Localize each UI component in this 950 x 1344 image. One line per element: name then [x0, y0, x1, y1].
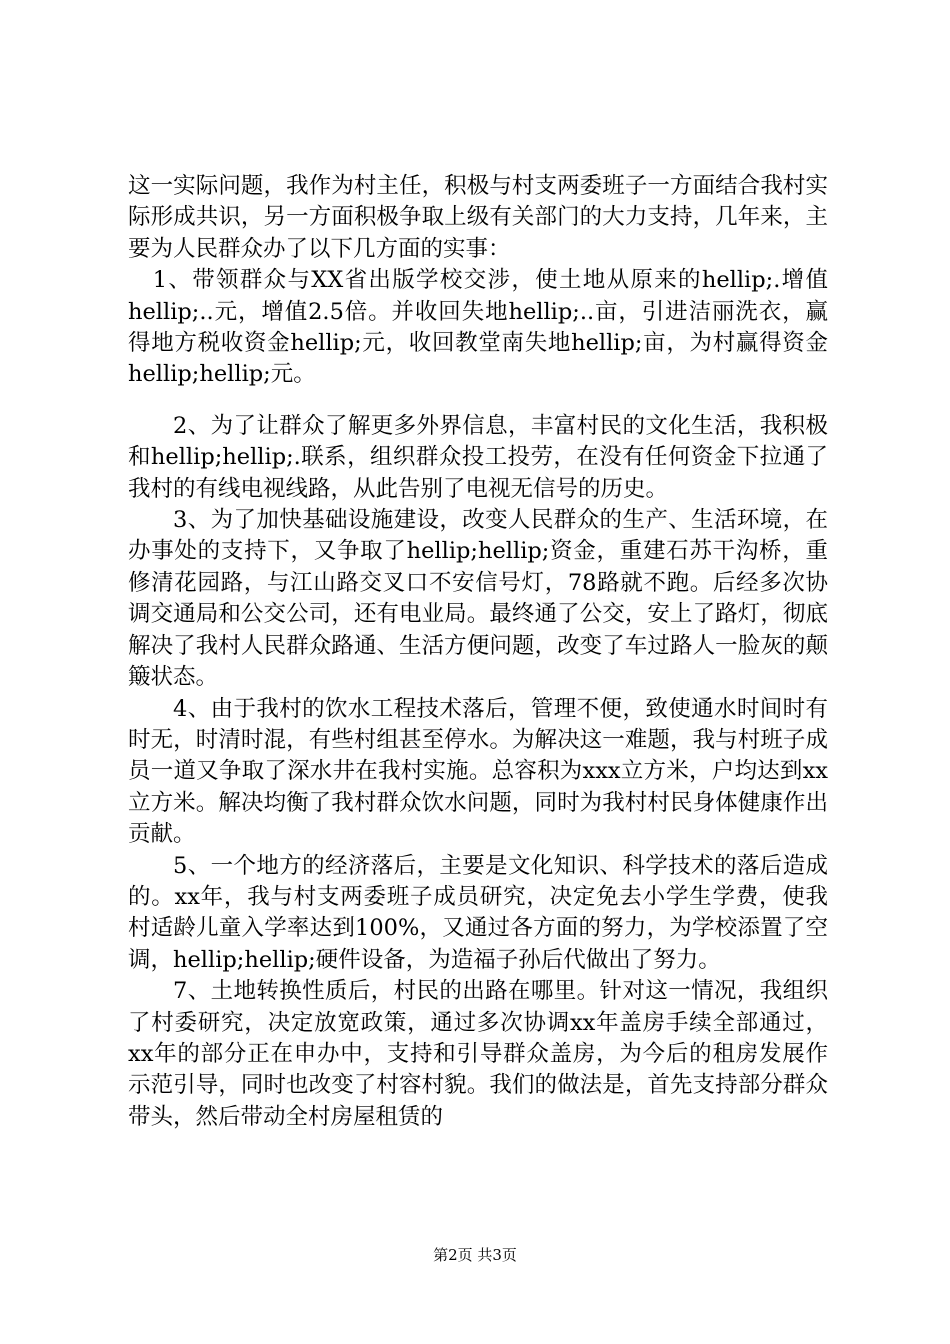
- paragraph-item-1: 1、带领群众与XX省出版学校交涉，使土地从原来的hellip;.增值hellip;..元，增值2.5倍。并收回失地hellip;..亩，引进洁丽洗衣，赢得地方税收资金hellip;元，收回教堂南失地hellip;亩，为村赢得资金hellip;hellip;元。: [128, 267, 828, 388]
- paragraph-item-5: 5、一个地方的经济落后，主要是文化知识、科学技术的落后造成的。xx年，我与村支两委班子成员研究，决定免去小学生学费，使我村适龄儿童入学率达到100%，又通过各方面的努力，为学校添置了空调，hellip;hellip;硬件设备，为造福子孙后代做出了努力。: [128, 852, 828, 973]
- paragraph-item-4: 4、由于我村的饮水工程技术落后，管理不便，致使通水时间时有时无，时清时混，有些村组甚至停水。为解决这一难题，我与村班子成员一道又争取了深水井在我村实施。总容积为xxx立方米，户均达到xx立方米。解决均衡了我村群众饮水问题，同时为我村村民身体健康作出贡献。: [128, 695, 828, 848]
- document-body: [128, 171, 828, 1133]
- paragraph-intro: 这一实际问题，我作为村主任，积极与村支两委班子一方面结合我村实际形成共识，另一方面积极争取上级有关部门的大力支持，几年来，主要为人民群众办了以下几方面的实事：: [128, 173, 828, 262]
- paragraph-item-7: 7、土地转换性质后，村民的出路在哪里。针对这一情况，我组织了村委研究，决定放宽政策，通过多次协调xx年盖房手续全部通过，xx年的部分正在申办中，支持和引导群众盖房，为今后的租房发展作示范引导，同时也改变了村容村貌。我们的做法是，首先支持部分群众带头，然后带动全村房屋租赁的: [128, 978, 828, 1130]
- paragraph-item-3: 3、为了加快基础设施建设，改变人民群众的生产、生活环境，在办事处的支持下，又争取了hellip;hellip;资金，重建石苏干沟桥，重修清花园路，与江山路交叉口不安信号灯，78路就不跑。后经多次协调交通局和公交公司，还有电业局。最终通了公交，安上了路灯，彻底解决了我村人民群众路通、生活方便问题，改变了车过路人一脸灰的颠簸状态。: [128, 507, 828, 691]
- paragraph-item-2: 2、为了让群众了解更多外界信息，丰富村民的文化生活，我积极和hellip;hellip;.联系，组织群众投工投劳，在没有任何资金下拉通了我村的有线电视线路，从此告别了电视无信号的历史。: [128, 412, 828, 502]
- page-number-footer: 第2页 共3页: [433, 1246, 517, 1264]
